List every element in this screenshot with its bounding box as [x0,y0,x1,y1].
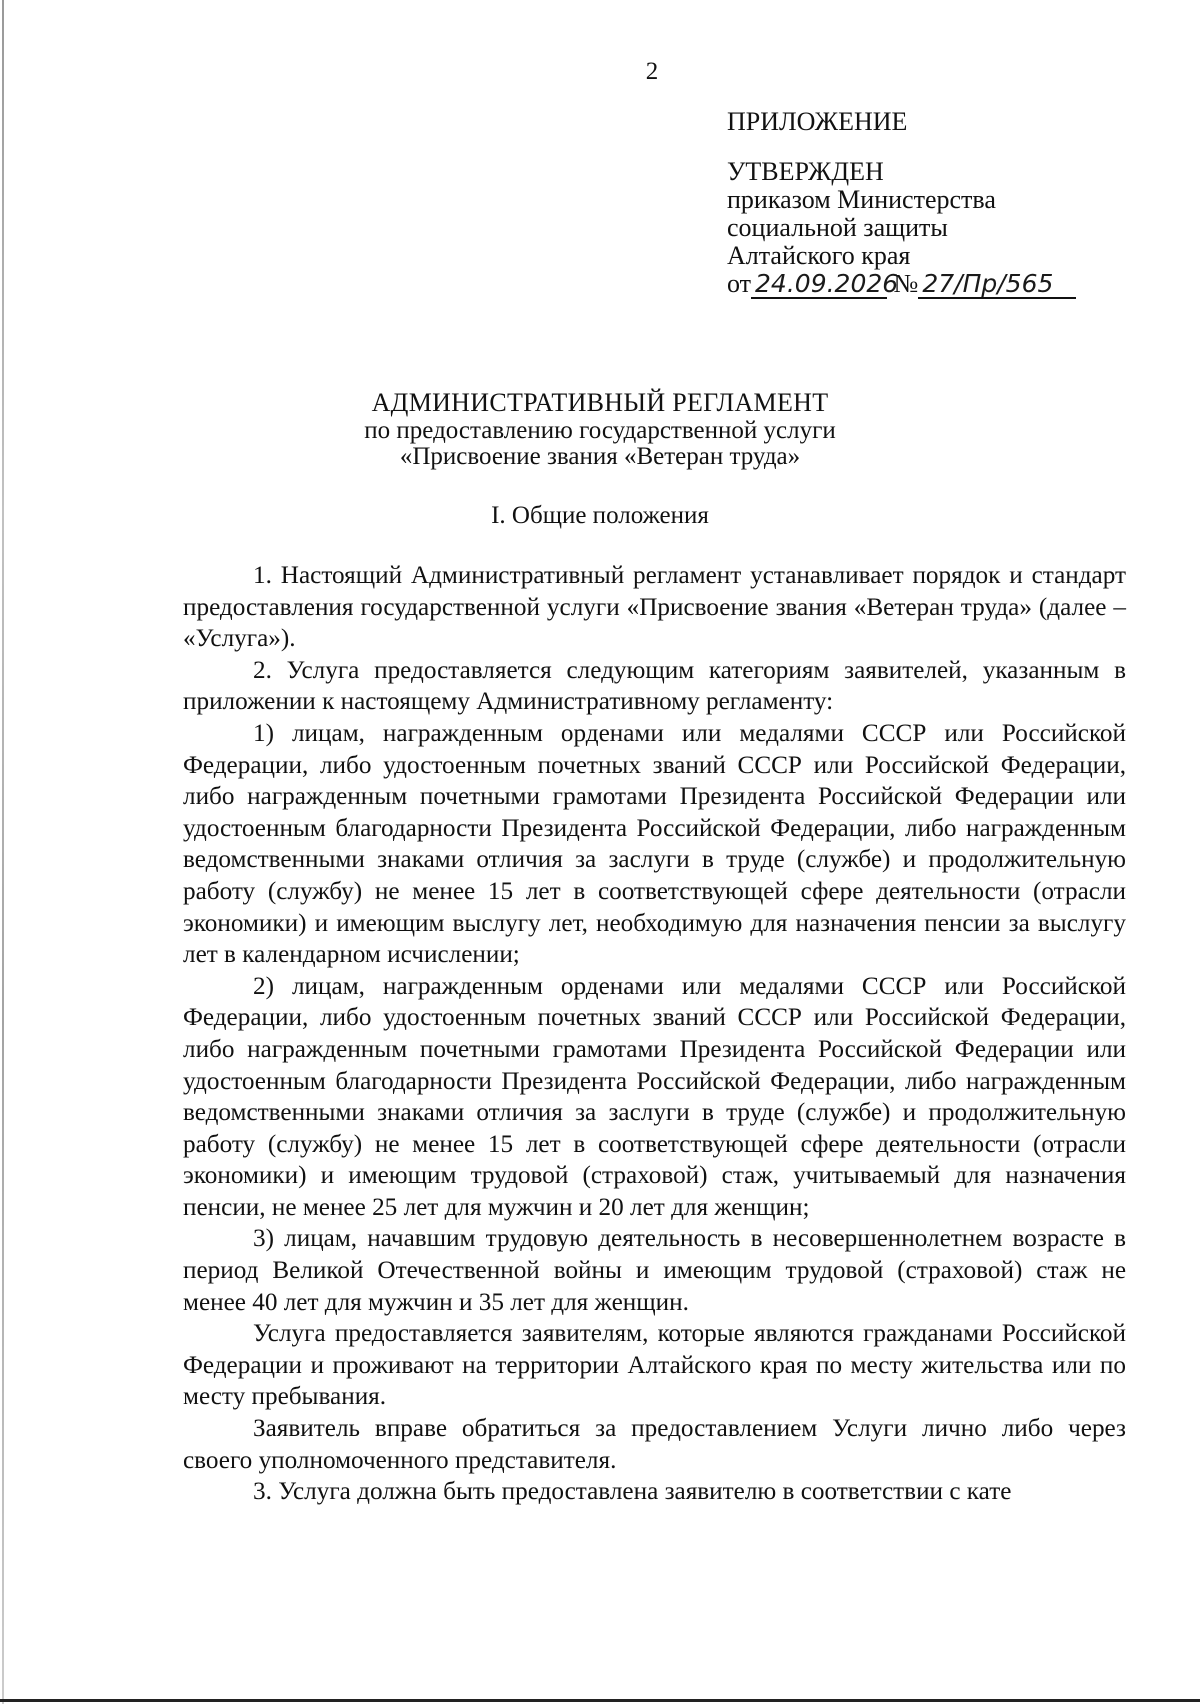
order-line [727,270,1076,299]
appendix-label: ПРИЛОЖЕНИЕ [727,107,908,136]
document-body [183,560,1126,1508]
approval-line-2: социальной защиты [727,213,948,242]
paragraph-1: 1. Настоящий Административный регламент устанавливает порядок и стандарт предоставления государственной услуги «Присвоение звания «Ветеран труда» (далее – «Услуга»). [183,562,1126,653]
document-title-block [0,388,1200,470]
paragraph-citizenship: Услуга предоставляется заявителям, которые являются гражданами Российской Федерации и проживают на территории Алтайского края по месту жительства или по месту пребывания. [183,1320,1126,1411]
paragraph-representative: Заявитель вправе обратиться за предоставлением Услуги лично либо через своего уполномоченного представителя. [183,1415,1126,1474]
approval-line-3: Алтайского края [727,241,911,270]
document-title: АДМИНИСТРАТИВНЫЙ РЕГЛАМЕНТ [371,388,829,417]
order-number-handwritten: 27/Пр/565 [918,271,1076,299]
document-subtitle-1: по предоставлению государственной услуги [364,417,836,444]
scan-edge-left [2,0,4,1704]
paragraph-2-item-3: 3) лицам, начавшим трудовую деятельность в несовершеннолетнем возрасте в период Великой Отечественной войны и имеющим трудовой (страховой) стаж не менее 40 лет для мужчин и 35 лет для женщин. [183,1225,1126,1316]
number-sign: № [893,269,919,298]
paragraph-2: 2. Услуга предоставляется следующим категориям заявителей, указанным в приложении к настоящему Административному регламенту: [183,656,1126,716]
order-prefix: от [727,269,752,298]
order-date-handwritten: 24.09.2026 [751,271,887,299]
document-subtitle-2: «Присвоение звания «Ветеран труда» [399,443,801,470]
approval-stamp-block [727,108,1076,299]
paragraph-3: 3. Услуга должна быть предоставлена заявителю в соответствии с кате [253,1478,1012,1506]
paragraph-2-item-2: 2) лицам, награжденным орденами или медалями СССР или Российской Федерации, либо удостоенным почетных званий СССР или Российской Федерации, либо награжденным почетными грамотами Президента Российской Федерации или удостоенным благодарности Президента Российской Федерации, либо награжденным ведомственными знаками отличия за заслуги в труде (службе) и продолжительную работу (службу) не менее 15 лет в соответствующей сфере деятельности (отрасли экономики) и имеющим трудовой (страховой) стаж, учитываемый для назначения пенсии, не менее 25 лет для мужчин и 20 лет для женщин; [183,972,1126,1221]
section-heading: I. Общие положения [491,502,709,529]
approval-line-1: приказом Министерства [727,185,996,214]
page-number: 2 [645,58,659,85]
scan-edge-bottom [0,1699,1200,1702]
approved-label: УТВЕРЖДЕН [727,157,884,186]
paragraph-2-item-1: 1) лицам, награжденным орденами или медалями СССР или Российской Федерации, либо удостоенным почетных званий СССР или Российской Федерации, либо награжденным почетными грамотами Президента Российской Федерации или удостоенным благодарности Президента Российской Федерации, либо награжденным ведомственными знаками отличия за заслуги в труде (службе) и продолжительную работу (службу) не менее 15 лет в соответствующей сфере деятельности (отрасли экономики) и имеющим выслугу лет, необходимую для назначения пенсии за выслугу лет в календарном исчислении; [183,719,1126,969]
